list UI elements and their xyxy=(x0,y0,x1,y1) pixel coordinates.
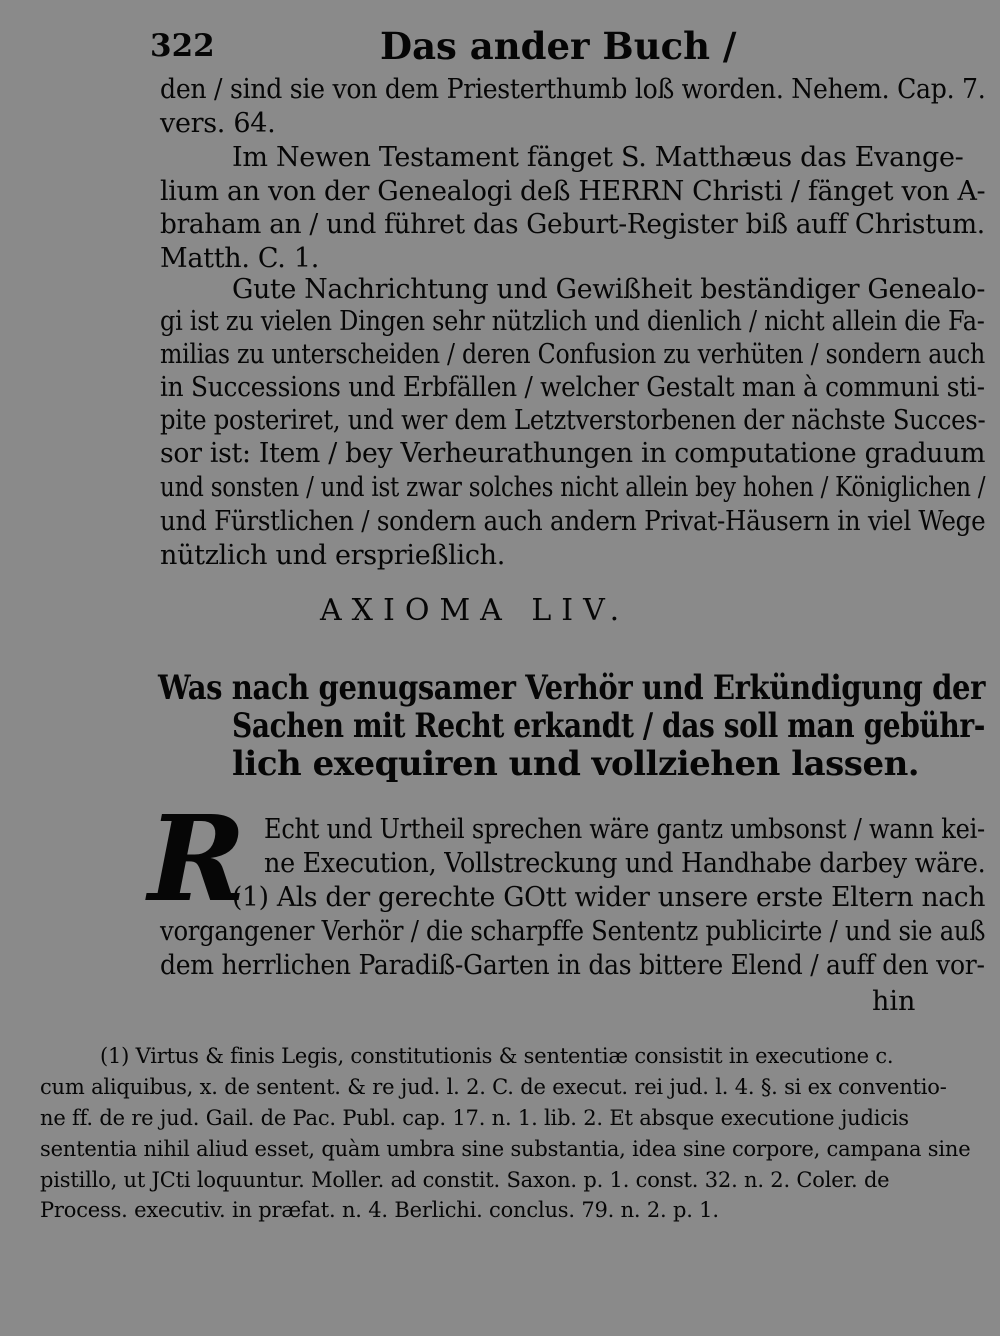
footnote-line: ne ff. de re jud. Gail. de Pac. Publ. cap. 17. n. 1. lib. 2. Et absque executione judicis xyxy=(40,1106,909,1130)
main-line: dem herrlichen Paradiß-Garten in das bittere Elend / auff den vor- xyxy=(160,950,985,981)
body-line: lium an von der Genealogi deß HERRN Christi / fänget von A- xyxy=(160,176,986,207)
body-line: den / sind sie von dem Priesterthumb loß worden. Nehem. Cap. 7. xyxy=(160,74,986,105)
body-line: gi ist zu vielen Dingen sehr nützlich und dienlich / nicht allein die Fa- xyxy=(160,306,985,337)
heading-line: Was nach genugsamer Verhör und Erkündigung der xyxy=(158,668,986,708)
drop-cap: R xyxy=(148,789,247,928)
footnote-line: (1) Virtus & finis Legis, constitutionis & sententiæ consistit in executione c. xyxy=(100,1044,894,1068)
body-line: in Successions und Erbfällen / welcher Gestalt man à communi sti- xyxy=(160,372,985,403)
footnote-line: sententia nihil aliud esset, quàm umbra sine substantia, idea sine corpore, campana sine xyxy=(40,1137,971,1161)
body-line: braham an / und führet das Geburt-Register biß auff Christum. xyxy=(160,209,985,240)
body-line: Gute Nachrichtung und Gewißheit beständiger Genealo- xyxy=(232,274,986,305)
main-line: ne Execution, Vollstreckung und Handhabe darbey wäre. xyxy=(264,848,986,879)
body-line: Im Newen Testament fänget S. Matthæus das Evange- xyxy=(232,142,964,173)
page-number: 322 xyxy=(150,28,215,64)
body-line: und sonsten / und ist zwar solches nicht allein bey hohen / Königlichen / xyxy=(160,472,986,503)
body-line: milias zu unterscheiden / deren Confusion zu verhüten / sondern auch xyxy=(160,339,986,370)
main-line: Echt und Urtheil sprechen wäre gantz umbsonst / wann kei- xyxy=(264,814,985,845)
catchword: hin xyxy=(872,986,916,1017)
heading-line: lich exequiren und vollziehen lassen. xyxy=(232,744,920,784)
footnote-line: cum aliquibus, x. de sentent. & re jud. l. 2. C. de execut. rei jud. l. 4. §. si ex conventio- xyxy=(40,1075,947,1099)
axiom-title: AXIOMA LIV. xyxy=(320,593,630,628)
body-line: sor ist: Item / bey Verheurathungen in computatione graduum xyxy=(160,438,986,469)
heading-line: Sachen mit Recht erkandt / das soll man gebühr- xyxy=(232,706,985,746)
footnote-line: pistillo, ut JCti loquuntur. Moller. ad constit. Saxon. p. 1. const. 32. n. 2. Coler. de xyxy=(40,1168,890,1192)
body-line: vers. 64. xyxy=(160,108,276,139)
running-head: Das ander Buch / xyxy=(380,24,737,68)
body-line: Matth. C. 1. xyxy=(160,243,320,274)
body-line: und Fürstlichen / sondern auch andern Privat-Häusern in viel Wege xyxy=(160,506,986,537)
footnote-line: Process. executiv. in præfat. n. 4. Berlichi. conclus. 79. n. 2. p. 1. xyxy=(40,1198,719,1222)
body-line: nützlich und ersprießlich. xyxy=(160,540,506,571)
main-line: (1) Als der gerechte GOtt wider unsere erste Eltern nach xyxy=(232,882,986,913)
body-line: pite posteriret, und wer dem Letztverstorbenen der nächste Succes- xyxy=(160,405,986,436)
main-line: vorgangener Verhör / die scharpffe Sententz publicirte / und sie auß xyxy=(160,916,986,947)
